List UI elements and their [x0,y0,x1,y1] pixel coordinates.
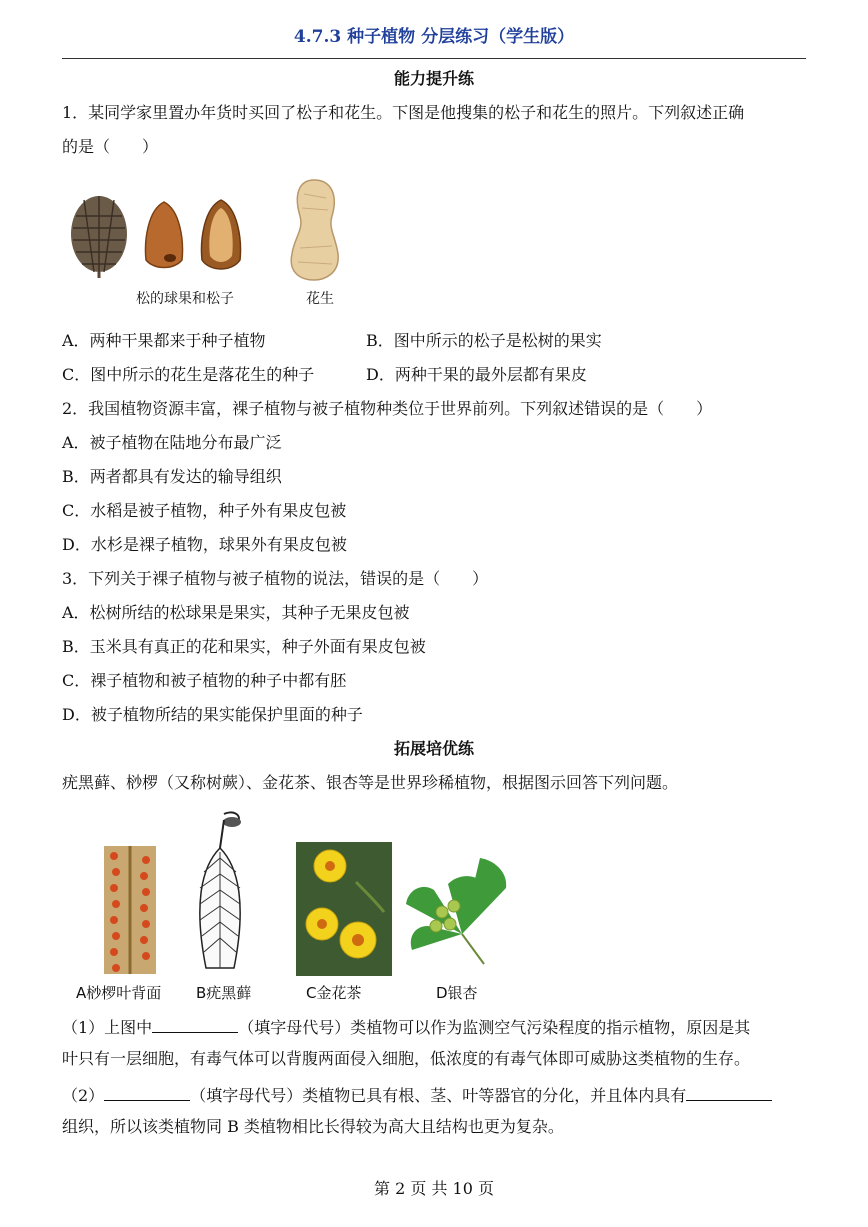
q4-part2-line1 [62,1082,772,1107]
peanut-image [284,176,346,282]
pine-nut-image [142,200,186,270]
q4-part2-blank2 [686,1082,772,1101]
q2-stem: 2．我国植物资源丰富，裸子植物与被子植物种类位于世界前列。下列叙述错误的是（ ） [62,399,713,418]
pine-cone-image [64,186,134,278]
q2-option-a: A．被子植物在陆地分布最广泛 [62,433,282,452]
q1-option-a: A．两种干果都来于种子植物 [62,331,266,350]
q1-stem-line1: 1．某同学家里置办年货时买回了松子和花生。下图是他搜集的松子和花生的照片。下列叙述正确 [62,103,745,122]
q2-option-b: B．两者都具有发达的输导组织 [62,467,282,486]
q3-option-b: B．玉米具有真正的花和果实，种子外面有果皮包被 [62,637,426,656]
q1-option-c: C．图中所示的花生是落花生的种子 [62,365,315,384]
q4-part1-pre: （1）上图中 [62,1018,153,1037]
q2-option-d: D．水杉是裸子植物，球果外有果皮包被 [62,535,347,554]
section-title-extension: 拓展培优练 [393,739,474,758]
tree-fern-leaf-image [104,846,156,974]
q4-intro: 疣黑藓、桫椤（又称树蕨）、金花茶、银杏等是世界珍稀植物，根据图示回答下列问题。 [62,773,679,792]
section-title-ability: 能力提升练 [393,69,474,88]
q4-part1-line2: 叶只有一层细胞，有毒气体可以背腹两面侵入细胞，低浓度的有毒气体即可威胁这类植物的生存。 [62,1049,751,1068]
caption-pine: 松的球果和松子 [136,291,234,307]
q4-part1-post: （填字母代号）类植物可以作为监测空气污染程度的指示植物，原因是其 [238,1018,751,1037]
q4-part2-mid: （填字母代号）类植物已具有根、茎、叶等器官的分化，并且体内具有 [190,1086,687,1105]
caption-peanut: 花生 [306,291,334,307]
page-header-title: 4.7.3 种子植物 分层练习（学生版） [293,27,575,47]
q3-option-a: A．松树所结的松球果是果实，其种子无果皮包被 [62,603,410,622]
ginkgo-image [402,854,512,972]
q3-stem: 3．下列关于裸子植物与被子植物的说法，错误的是（ ） [62,569,489,588]
q4-part2-blank1 [104,1082,190,1101]
q4-part2-line2: 组织，所以该类植物同 B 类植物相比长得较为高大且结构也更为复杂。 [62,1117,564,1136]
q2-option-c: C．水稻是被子植物，种子外有果皮包被 [62,501,347,520]
pine-nut-cut-image [196,198,246,272]
q3-option-d: D．被子植物所结的果实能保护里面的种子 [62,705,363,724]
page-number: 第 2 页 共 10 页 [374,1179,494,1198]
header-divider [62,58,806,59]
q1-option-d: D．两种干果的最外层都有果皮 [366,365,587,384]
q1-option-b: B．图中所示的松子是松树的果实 [366,331,602,350]
q4-part1-blank [152,1014,238,1033]
moss-image [186,808,256,978]
caption-c: C金花茶 [306,984,362,1002]
q4-part2-pre: （2） [62,1086,105,1105]
golden-camellia-image [296,842,392,976]
caption-d: D银杏 [436,984,478,1002]
q1-stem-line2: 的是（ ） [62,137,159,156]
q3-option-c: C．裸子植物和被子植物的种子中都有胚 [62,671,347,690]
caption-a: A桫椤叶背面 [76,984,162,1002]
q4-part1-line1 [62,1014,750,1039]
caption-b: B疣黑藓 [196,984,252,1002]
